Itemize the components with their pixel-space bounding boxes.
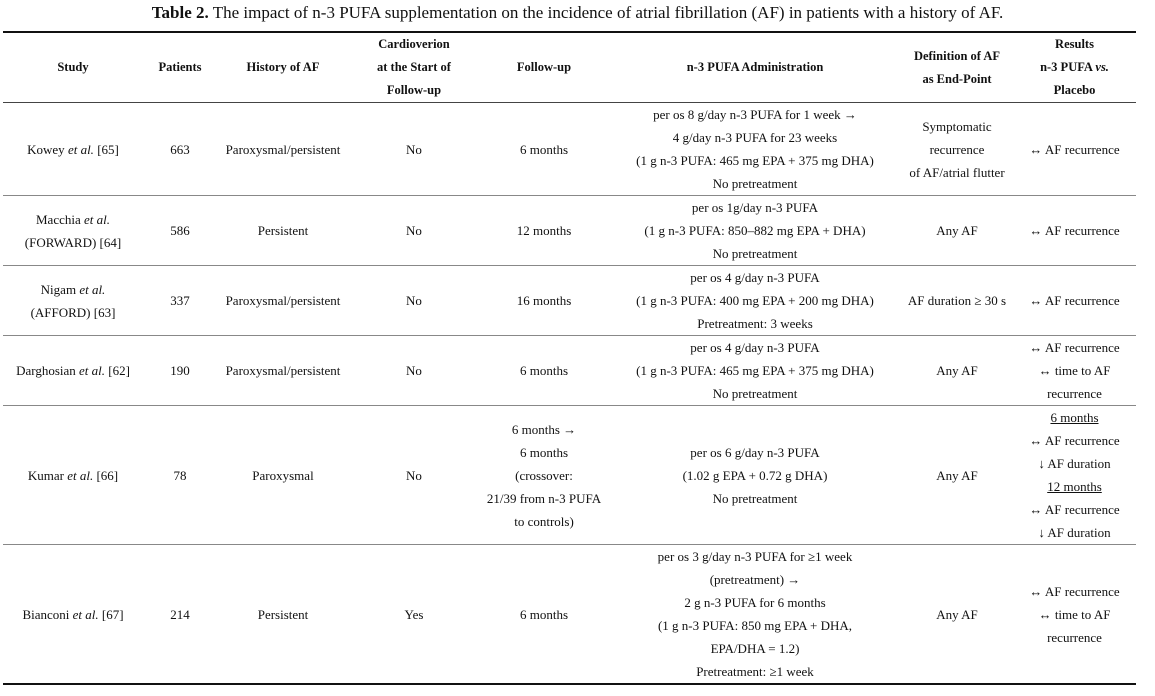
cell-definition: Any AF [901, 336, 1013, 406]
cell-results: ↔ AF recurrence [1013, 196, 1136, 266]
cell-patients: 337 [143, 266, 217, 336]
cell-patients: 663 [143, 103, 217, 196]
pufa-af-table [3, 31, 1136, 685]
cell-history: Persistent [217, 545, 349, 685]
caption-label: Table 2. [151, 3, 209, 22]
cell-definition: Any AF [901, 406, 1013, 545]
cell-cardioversion: Yes [349, 545, 479, 685]
table-row [3, 266, 1136, 336]
col-header-definition: Definition of AF as End-Point [901, 32, 1013, 103]
table-row [3, 196, 1136, 266]
table-caption [0, 0, 1155, 28]
cell-study: Bianconi et al. [67] [3, 545, 143, 685]
cell-study: Darghosian et al. [62] [3, 336, 143, 406]
cell-administration: per os 4 g/day n-3 PUFA (1 g n-3 PUFA: 465 mg EPA + 375 mg DHA) No pretreatment [609, 336, 901, 406]
cell-history: Paroxysmal [217, 406, 349, 545]
col-header-results: Results n-3 PUFA vs. Placebo [1013, 32, 1136, 103]
cell-study: Kumar et al. [66] [3, 406, 143, 545]
col-header-patients: Patients [143, 32, 217, 103]
col-header-administration: n-3 PUFA Administration [609, 32, 901, 103]
table-row [3, 406, 1136, 545]
cell-cardioversion: No [349, 336, 479, 406]
cell-administration: per os 4 g/day n-3 PUFA (1 g n-3 PUFA: 400 mg EPA + 200 mg DHA) Pretreatment: 3 weeks [609, 266, 901, 336]
cell-followup: 16 months [479, 266, 609, 336]
cell-patients: 214 [143, 545, 217, 685]
cell-administration: per os 3 g/day n-3 PUFA for ≥1 week (pretreatment) → 2 g n-3 PUFA for 6 months (1 g n-3 PUFA: 850 mg EPA + DHA, EPA/DHA = 1.2) Pretreatment: ≥1 week [609, 545, 901, 685]
cell-patients: 78 [143, 406, 217, 545]
cell-followup: 12 months [479, 196, 609, 266]
cell-definition: Symptomatic recurrence of AF/atrial flutter [901, 103, 1013, 196]
cell-history: Persistent [217, 196, 349, 266]
header-row [3, 32, 1136, 103]
cell-cardioversion: No [349, 406, 479, 545]
cell-patients: 190 [143, 336, 217, 406]
table-row [3, 103, 1136, 196]
cell-study: Macchia et al. (FORWARD) [64] [3, 196, 143, 266]
cell-results: 6 months ↔ AF recurrence ↓ AF duration 12 months ↔ AF recurrence ↓ AF duration [1013, 406, 1136, 545]
cell-history: Paroxysmal/persistent [217, 103, 349, 196]
cell-history: Paroxysmal/persistent [217, 266, 349, 336]
cell-administration: per os 1g/day n-3 PUFA (1 g n-3 PUFA: 850–882 mg EPA + DHA) No pretreatment [609, 196, 901, 266]
cell-followup: 6 months [479, 103, 609, 196]
col-header-study: Study [3, 32, 143, 103]
cell-history: Paroxysmal/persistent [217, 336, 349, 406]
table-row [3, 336, 1136, 406]
cell-cardioversion: No [349, 266, 479, 336]
caption-text: The impact of n-3 PUFA supplementation on the incidence of atrial fibrillation (AF) in patients with a history of AF. [208, 3, 1004, 22]
cell-results: ↔ AF recurrence ↔ time to AF recurrence [1013, 545, 1136, 685]
cell-definition: Any AF [901, 545, 1013, 685]
cell-cardioversion: No [349, 103, 479, 196]
cell-results: ↔ AF recurrence ↔ time to AF recurrence [1013, 336, 1136, 406]
cell-patients: 586 [143, 196, 217, 266]
table-row [3, 545, 1136, 685]
cell-definition: AF duration ≥ 30 s [901, 266, 1013, 336]
cell-definition: Any AF [901, 196, 1013, 266]
cell-followup: 6 months → 6 months (crossover: 21/39 from n-3 PUFA to controls) [479, 406, 609, 545]
col-header-cardioversion: Cardioverion at the Start of Follow-up [349, 32, 479, 103]
cell-results: ↔ AF recurrence [1013, 266, 1136, 336]
cell-followup: 6 months [479, 336, 609, 406]
col-header-followup: Follow-up [479, 32, 609, 103]
cell-study: Kowey et al. [65] [3, 103, 143, 196]
cell-results: ↔ AF recurrence [1013, 103, 1136, 196]
cell-cardioversion: No [349, 196, 479, 266]
col-header-history: History of AF [217, 32, 349, 103]
cell-study: Nigam et al. (AFFORD) [63] [3, 266, 143, 336]
cell-administration: per os 8 g/day n-3 PUFA for 1 week → 4 g/day n-3 PUFA for 23 weeks (1 g n-3 PUFA: 465 mg EPA + 375 mg DHA) No pretreatment [609, 103, 901, 196]
cell-followup: 6 months [479, 545, 609, 685]
cell-administration: per os 6 g/day n-3 PUFA (1.02 g EPA + 0.72 g DHA) No pretreatment [609, 406, 901, 545]
